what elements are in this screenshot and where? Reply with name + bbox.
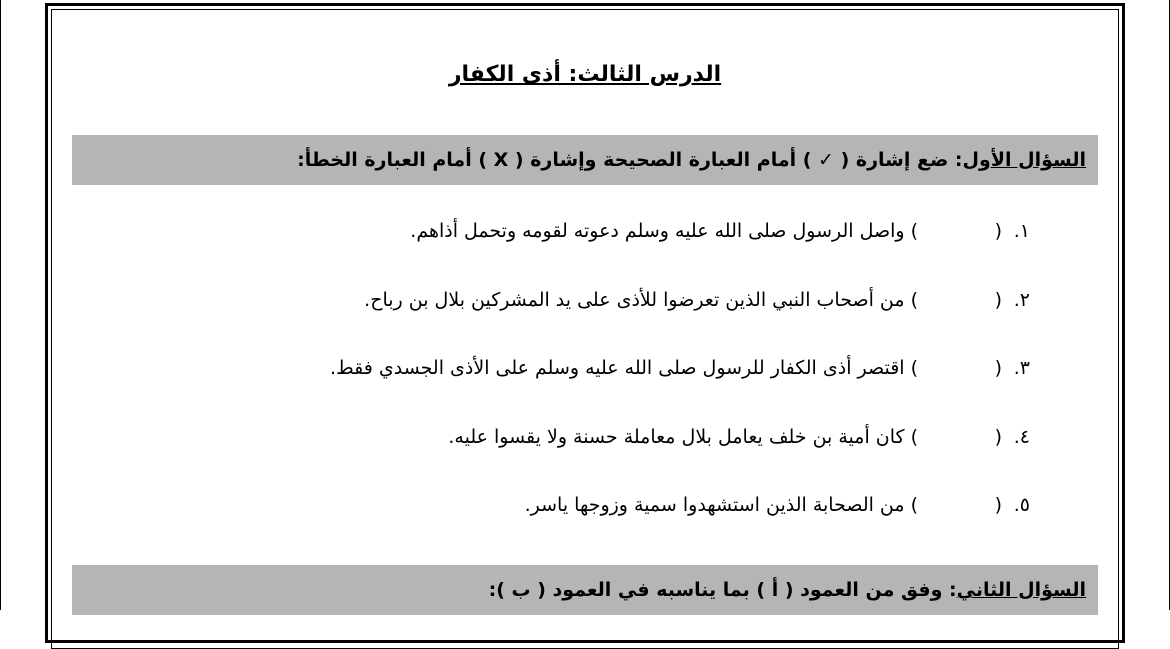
statement-number: ٢. (1013, 289, 1030, 311)
page-edge-left (0, 0, 1, 610)
statement-5 (525, 494, 1030, 516)
paren-open: ( (994, 220, 1002, 242)
paren-close: ) (910, 426, 918, 448)
answer-blank[interactable] (918, 220, 1002, 242)
answer-blank[interactable] (918, 494, 1002, 516)
paren-open: ( (994, 494, 1002, 516)
question-2-header (72, 565, 1098, 615)
statement-text: كان أمية بن خلف يعامل بلال معاملة حسنة ولا يقسوا عليه. (448, 426, 905, 448)
lesson-title: الدرس الثالث: أذى الكفار (448, 62, 722, 87)
answer-blank[interactable] (918, 289, 1002, 311)
answer-blank[interactable] (918, 357, 1002, 379)
question-2-text: : وفق من العمود ( أ ) بما يناسبه في العمود ( ب ): (488, 579, 957, 601)
statement-2 (364, 289, 1030, 311)
statements-list (72, 0, 1098, 610)
question-1-label: السؤال الأول (962, 149, 1086, 171)
statement-1 (410, 220, 1030, 242)
question-1-text: : ضع إشارة ( ✓ ) أمام العبارة الصحيحة وإشارة ( X ) أمام العبارة الخطأ: (297, 149, 963, 171)
question-2-label: السؤال الثاني (956, 579, 1086, 601)
paren-open: ( (994, 426, 1002, 448)
statement-number: ٥. (1013, 494, 1030, 516)
statement-4 (448, 426, 1030, 448)
answer-blank[interactable] (918, 426, 1002, 448)
paren-close: ) (910, 357, 918, 379)
paren-close: ) (910, 289, 918, 311)
statement-number: ٤. (1013, 426, 1030, 448)
statement-3 (330, 357, 1030, 379)
statement-text: واصل الرسول صلى الله عليه وسلم دعوته لقومه وتحمل أذاهم. (410, 220, 905, 242)
statement-number: ٣. (1013, 357, 1030, 379)
statement-text: اقتصر أذى الكفار للرسول صلى الله عليه وسلم على الأذى الجسدي فقط. (330, 357, 905, 379)
paren-open: ( (994, 357, 1002, 379)
statement-text: من أصحاب النبي الذين تعرضوا للأذى على يد المشركين بلال بن رباح. (364, 289, 905, 311)
statement-number: ١. (1013, 220, 1030, 242)
paren-close: ) (910, 494, 918, 516)
paren-close: ) (910, 220, 918, 242)
paren-open: ( (994, 289, 1002, 311)
statement-text: من الصحابة الذين استشهدوا سمية وزوجها ياسر. (524, 494, 905, 516)
